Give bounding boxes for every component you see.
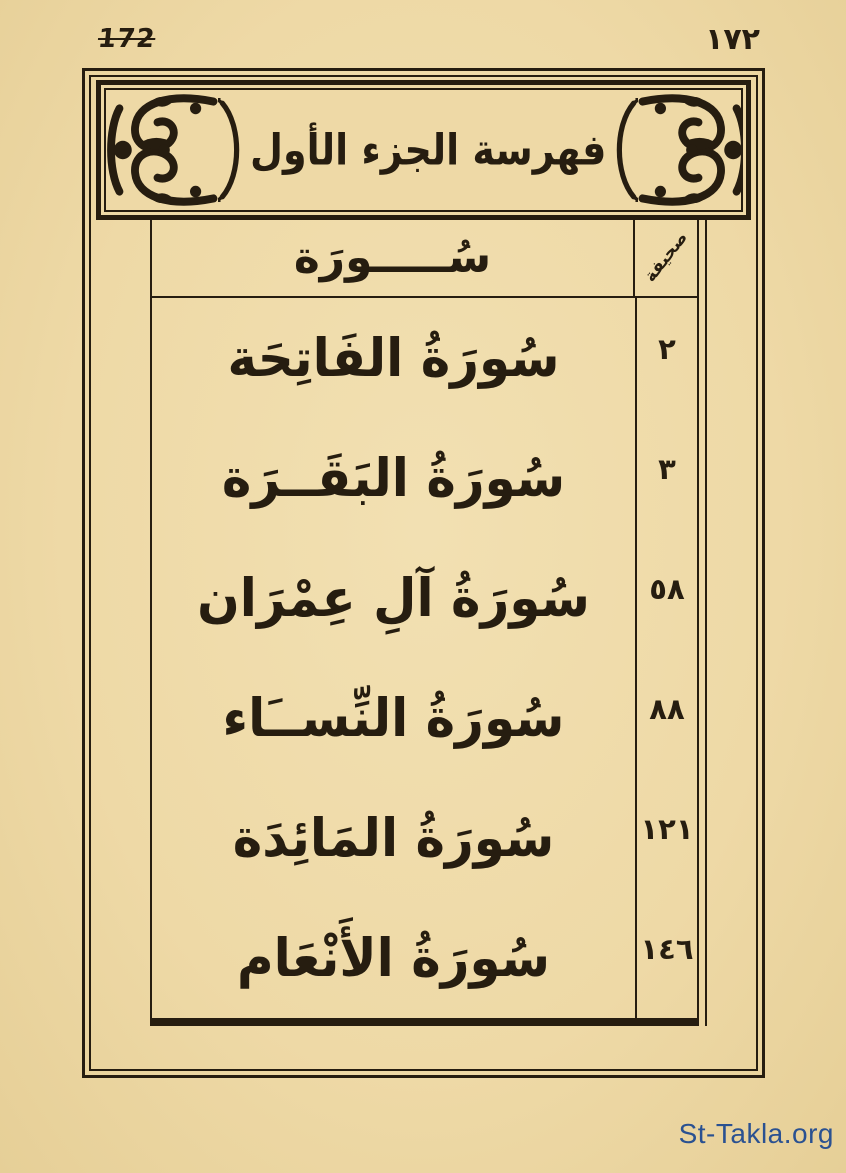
- outer-frame: [82, 68, 765, 1078]
- table-row: [152, 418, 697, 538]
- table-row: [152, 658, 697, 778]
- arabesque-ornament-icon: [106, 90, 218, 210]
- surah-page-number: ٥٨: [635, 538, 697, 658]
- surah-name: سُورَةُ النِّســَاء: [222, 687, 565, 749]
- index-title: فهرسة الجزء الأول: [250, 125, 607, 175]
- page-number-latin: 172: [96, 24, 157, 54]
- surah-column-header: سُـــــورَة: [293, 231, 492, 283]
- surah-name: سُورَةُ الأَنْعَام: [237, 927, 551, 989]
- page-number-arabic: ١٧٢: [705, 22, 760, 57]
- bracket-ornament-icon: [218, 98, 244, 202]
- surah-page-number: ٢: [635, 298, 697, 418]
- surah-name: سُورَةُ المَائِدَة: [232, 807, 555, 869]
- table-body: [152, 298, 697, 1018]
- table-row: [152, 538, 697, 658]
- table-row: [152, 298, 697, 418]
- page-column-header-cell: [633, 218, 697, 296]
- surah-page-number: ١٤٦: [635, 898, 697, 1018]
- surah-index-table: [150, 216, 699, 1026]
- surah-name: سُورَةُ الفَاتِحَة: [227, 327, 560, 389]
- surah-page-number: ٨٨: [635, 658, 697, 778]
- title-area: [218, 90, 638, 210]
- surah-name: سُورَةُ آلِ عِمْرَان: [197, 567, 590, 629]
- table-header-row: [152, 218, 697, 298]
- surah-name: سُورَةُ البَقَــرَة: [221, 447, 566, 509]
- surah-page-number: ٣: [635, 418, 697, 538]
- ornate-header-band: [96, 80, 751, 220]
- table-row: [152, 778, 697, 898]
- page-column-header: صحيفة: [640, 227, 692, 287]
- bracket-ornament-icon: [612, 98, 638, 202]
- arabesque-ornament-icon: [638, 90, 743, 210]
- watermark: St-Takla.org: [678, 1118, 834, 1149]
- ornate-header-inner: [104, 88, 743, 212]
- surah-page-number: ١٢١: [635, 778, 697, 898]
- table-row: [152, 898, 697, 1018]
